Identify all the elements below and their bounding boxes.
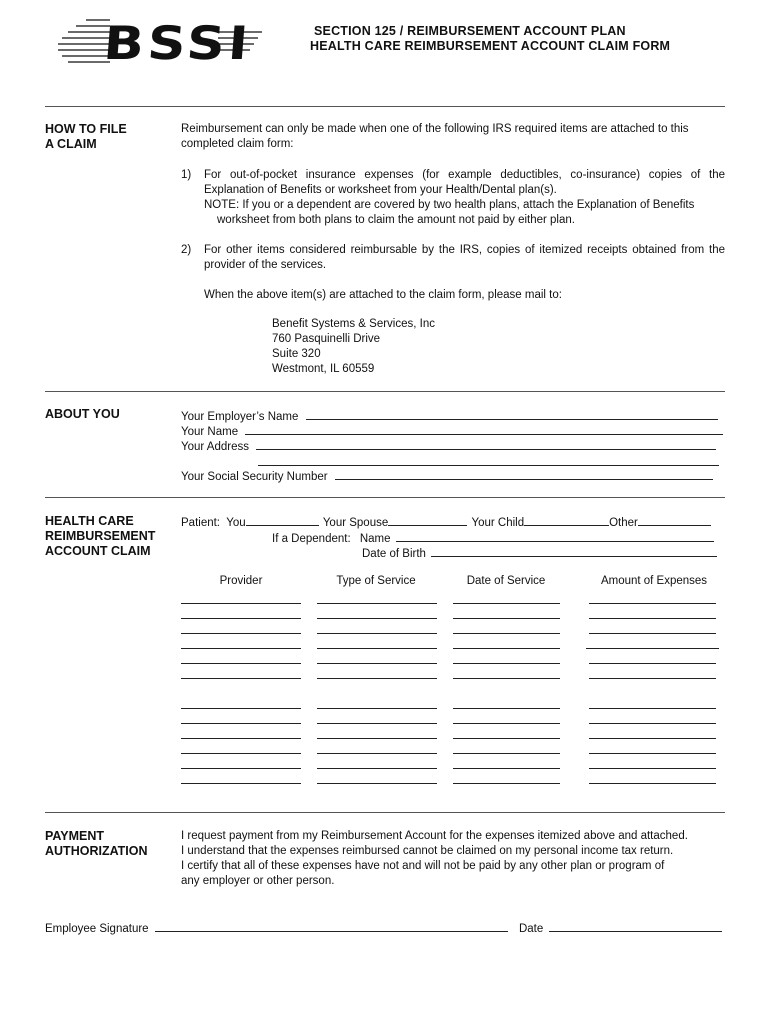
expense-entry-field[interactable] <box>453 678 560 679</box>
expense-entry-field[interactable] <box>589 603 716 604</box>
how-to-file-label-line1: HOW TO FILE <box>45 122 127 136</box>
expense-entry-field[interactable] <box>181 633 301 634</box>
signature-field[interactable] <box>155 920 508 932</box>
signature-row <box>45 920 722 935</box>
expense-entry-field[interactable] <box>453 723 560 724</box>
address-line: 760 Pasquinelli Drive <box>272 333 381 345</box>
expense-entry-field[interactable] <box>453 663 560 664</box>
expense-entry-field[interactable] <box>181 723 301 724</box>
patient-child-field[interactable] <box>524 514 609 526</box>
expense-entry-field[interactable] <box>317 753 437 754</box>
your-name-row <box>181 423 723 438</box>
mail-instructions: When the above item(s) are attached to the claim form, please mail to: <box>204 289 562 301</box>
about-you-label: ABOUT YOU <box>45 407 120 421</box>
expense-entry-field[interactable] <box>317 618 437 619</box>
logo <box>58 14 263 70</box>
expense-entry-field[interactable] <box>181 753 301 754</box>
expense-entry-field[interactable] <box>453 753 560 754</box>
expense-entry-field[interactable] <box>589 708 716 709</box>
mailing-address <box>272 317 435 377</box>
address-line: Benefit Systems & Services, Inc <box>272 318 435 330</box>
how-to-file-label <box>45 122 127 152</box>
expense-entry-field[interactable] <box>317 723 437 724</box>
patient-row <box>181 514 711 529</box>
expense-entry-field[interactable] <box>589 738 716 739</box>
dob-field[interactable] <box>431 545 717 557</box>
expense-entry-field[interactable] <box>317 648 437 649</box>
dob-label: Date of Birth <box>362 548 426 560</box>
expense-entry-field[interactable] <box>181 648 301 649</box>
payment-statement <box>181 829 688 889</box>
item1-text: For out-of-pocket insurance expenses (for example deductibles, co-insurance) copies of the Explanation of Benefits or worksheet from your Health/Dental plan(s). <box>204 169 725 196</box>
if-dependent-label: If a Dependent: <box>272 533 351 545</box>
column-header-date-of-service: Date of Service <box>466 575 546 587</box>
employer-name-label: Your Employer’s Name <box>181 411 299 423</box>
dependent-name-label: Name <box>359 533 391 545</box>
payment-statement-line: I understand that the expenses reimbursed cannot be claimed on my personal income tax return. <box>181 845 674 857</box>
expense-entry-field[interactable] <box>317 678 437 679</box>
signature-label: Employee Signature <box>45 923 149 935</box>
expense-entry-field[interactable] <box>589 753 716 754</box>
item2-text: For other items considered reimbursable by the IRS, copies of itemized receipts obtained from the provider of the services. <box>204 244 725 271</box>
claim-label-line1: HEALTH CARE <box>45 514 134 528</box>
expense-entry-field[interactable] <box>453 648 560 649</box>
patient-you-field[interactable] <box>246 514 319 526</box>
expense-entry-field[interactable] <box>181 783 301 784</box>
address-line: Suite 320 <box>272 348 321 360</box>
expense-entry-field[interactable] <box>589 783 716 784</box>
expense-entry-field[interactable] <box>317 738 437 739</box>
divider <box>45 497 725 498</box>
payment-label <box>45 829 148 859</box>
expense-entry-field[interactable] <box>181 603 301 604</box>
claim-label-line2: REIMBURSEMENT <box>45 529 156 543</box>
employer-name-row <box>181 408 718 423</box>
date-label: Date <box>518 923 544 935</box>
your-address-row <box>181 438 716 453</box>
form-title-line1: SECTION 125 / REIMBURSEMENT ACCOUNT PLAN <box>314 24 626 38</box>
expense-entry-field[interactable] <box>181 708 301 709</box>
column-header-amount: Amount of Expenses <box>600 575 708 587</box>
form-title-line2: HEALTH CARE REIMBURSEMENT ACCOUNT CLAIM FORM <box>310 39 671 53</box>
item2-number: 2) <box>181 244 192 256</box>
claim-label <box>45 514 155 559</box>
item1-number: 1) <box>181 169 192 181</box>
expense-entry-field[interactable] <box>453 783 560 784</box>
expense-entry-field[interactable] <box>317 663 437 664</box>
expense-entry-field[interactable] <box>181 663 301 664</box>
expense-entry-field[interactable] <box>586 648 719 649</box>
expense-entry-field[interactable] <box>589 633 716 634</box>
divider <box>45 812 725 813</box>
item1-note-b: worksheet from both plans to claim the amount not paid by either plan. <box>217 214 575 226</box>
expense-entry-field[interactable] <box>181 618 301 619</box>
your-address-label: Your Address <box>181 441 249 453</box>
expense-entry-field[interactable] <box>317 708 437 709</box>
patient-other-field[interactable] <box>638 514 711 526</box>
item1-note-a: NOTE: If you or a dependent are covered by two health plans, attach the Explanation of Benefits <box>204 199 695 211</box>
how-to-file-label-line2: A CLAIM <box>45 137 97 151</box>
expense-entry-field[interactable] <box>181 768 301 769</box>
address-line: Westmont, IL 60559 <box>272 363 375 375</box>
claim-label-line3: ACCOUNT CLAIM <box>45 544 151 558</box>
expense-entry-field[interactable] <box>589 678 716 679</box>
patient-label: Patient: <box>181 517 220 529</box>
expense-entry-field[interactable] <box>589 768 716 769</box>
your-address-field[interactable] <box>256 438 716 450</box>
how-to-file-intro: Reimbursement can only be made when one of the following IRS required items are attached to this completed claim form: <box>181 123 689 150</box>
expense-entry-field[interactable] <box>453 768 560 769</box>
expense-entry-field[interactable] <box>453 633 560 634</box>
divider <box>45 391 725 392</box>
payment-label-line2: AUTHORIZATION <box>45 844 148 858</box>
dependent-name-field[interactable] <box>396 530 714 542</box>
ssn-row <box>181 468 713 483</box>
column-header-provider: Provider <box>219 575 263 587</box>
your-name-label: Your Name <box>181 426 239 438</box>
divider <box>45 106 725 107</box>
date-field[interactable] <box>549 920 722 932</box>
expense-entry-field[interactable] <box>453 618 560 619</box>
expense-entry-field[interactable] <box>317 783 437 784</box>
expense-entry-field[interactable] <box>589 663 716 664</box>
ssn-label: Your Social Security Number <box>181 471 328 483</box>
expense-entry-field[interactable] <box>589 723 716 724</box>
expense-entry-field[interactable] <box>181 678 301 679</box>
employer-name-field[interactable] <box>306 408 718 420</box>
expense-entry-field[interactable] <box>317 603 437 604</box>
logo-text: BSSI <box>101 16 254 70</box>
expense-entry-field[interactable] <box>181 738 301 739</box>
expense-entry-field[interactable] <box>317 768 437 769</box>
dependent-name-row <box>272 530 714 545</box>
patient-other-label: Other <box>609 517 638 529</box>
payment-statement-line: any employer or other person. <box>181 875 335 887</box>
expense-entry-field[interactable] <box>589 618 716 619</box>
your-address-field-line2[interactable] <box>258 465 719 466</box>
ssn-field[interactable] <box>335 468 713 480</box>
expense-entry-field[interactable] <box>453 708 560 709</box>
expense-entry-field[interactable] <box>453 603 560 604</box>
patient-spouse-field[interactable] <box>388 514 467 526</box>
payment-statement-line: I request payment from my Reimbursement Account for the expenses itemized above and attached. <box>181 830 688 842</box>
expense-entry-field[interactable] <box>453 738 560 739</box>
payment-statement-line: I certify that all of these expenses have not and will not be paid by any other plan or program of <box>181 860 665 872</box>
patient-child-label: Your Child <box>471 517 525 529</box>
dob-row <box>362 545 717 560</box>
payment-label-line1: PAYMENT <box>45 829 105 843</box>
patient-you-label: You <box>226 517 246 529</box>
expense-entry-field[interactable] <box>317 633 437 634</box>
column-header-type-of-service: Type of Service <box>336 575 416 587</box>
your-name-field[interactable] <box>245 423 723 435</box>
patient-spouse-label: Your Spouse <box>322 517 389 529</box>
